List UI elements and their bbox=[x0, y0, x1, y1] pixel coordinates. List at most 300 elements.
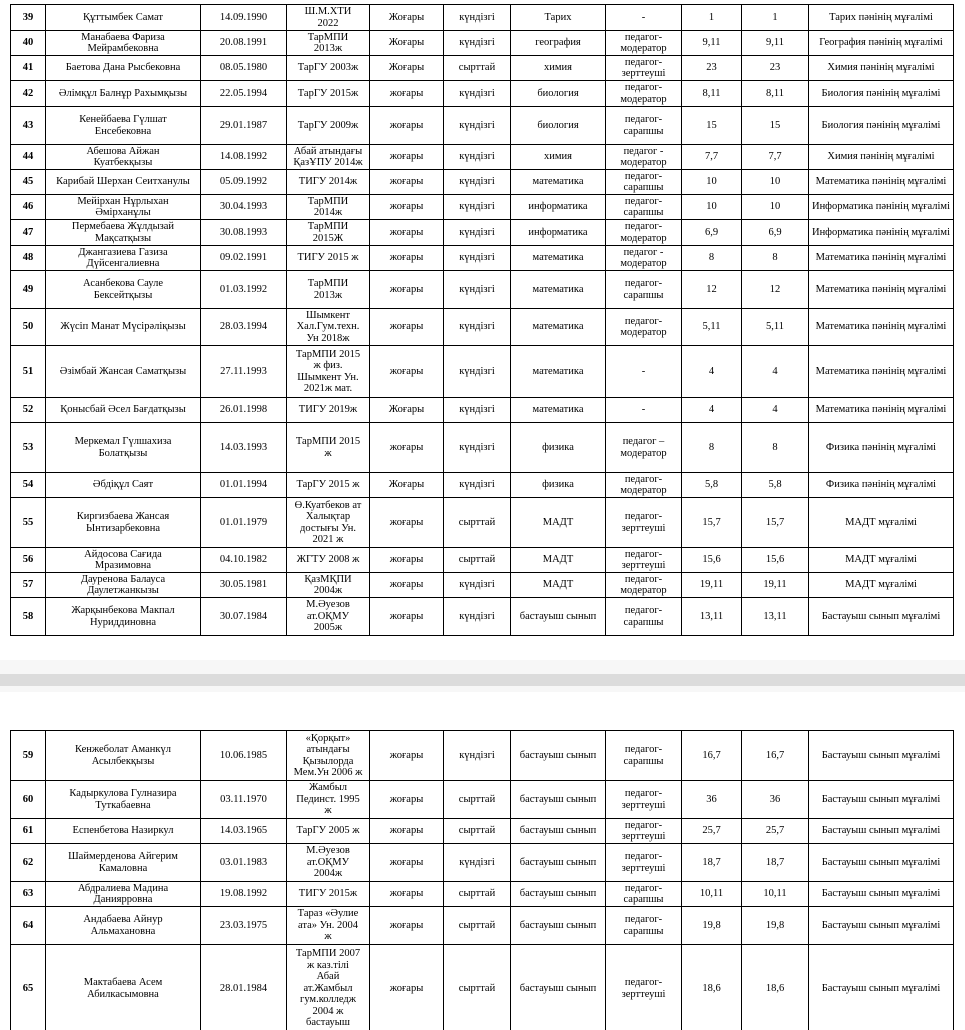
position-cell: Химия пәнінің мұғалімі bbox=[809, 145, 954, 170]
education-level-cell: жоғары bbox=[370, 819, 444, 844]
institution-cell: ТарМПИ 2013ж bbox=[287, 271, 370, 309]
row-number-cell: 54 bbox=[11, 473, 46, 498]
birth-date-cell: 14.09.1990 bbox=[201, 5, 287, 31]
teaching-experience-cell: 19,11 bbox=[742, 573, 809, 598]
education-level-cell: жоғары bbox=[370, 498, 444, 548]
subject-cell: бастауыш сынып bbox=[511, 819, 606, 844]
subject-cell: математика bbox=[511, 346, 606, 398]
subject-cell: бастауыш сынып bbox=[511, 907, 606, 945]
full-name-cell: Еспенбетова Назиркул bbox=[46, 819, 201, 844]
staff-table-body bbox=[11, 5, 954, 636]
full-name-cell: Кенжеболат Аманкүл Асылбекқызы bbox=[46, 731, 201, 781]
table-row bbox=[11, 731, 954, 781]
row-number-cell: 47 bbox=[11, 220, 46, 246]
study-form-cell: күндізгі bbox=[444, 271, 511, 309]
position-cell: География пәнінің мұғалімі bbox=[809, 31, 954, 56]
row-number-cell: 58 bbox=[11, 598, 46, 636]
full-name-cell: Андабаева Айнур Альмахановна bbox=[46, 907, 201, 945]
teaching-experience-cell: 23 bbox=[742, 56, 809, 81]
subject-cell: физика bbox=[511, 423, 606, 473]
position-cell: Тарих пәнінің мұғалімі bbox=[809, 5, 954, 31]
birth-date-cell: 14.08.1992 bbox=[201, 145, 287, 170]
total-experience-cell: 15,6 bbox=[682, 548, 742, 573]
table-row bbox=[11, 309, 954, 346]
row-number-cell: 39 bbox=[11, 5, 46, 31]
institution-cell: ТИГУ 2019ж bbox=[287, 398, 370, 423]
education-level-cell: жоғары bbox=[370, 573, 444, 598]
institution-cell: ТарМПИ 2015 ж bbox=[287, 423, 370, 473]
total-experience-cell: 7,7 bbox=[682, 145, 742, 170]
row-number-cell: 56 bbox=[11, 548, 46, 573]
institution-cell: ТарГУ 2015ж bbox=[287, 81, 370, 107]
total-experience-cell: 19,8 bbox=[682, 907, 742, 945]
institution-cell: Ш.М.ХТИ 2022 bbox=[287, 5, 370, 31]
institution-cell: Жамбыл Пединст. 1995 ж bbox=[287, 781, 370, 819]
table-row bbox=[11, 498, 954, 548]
institution-cell: М.Әуезов ат.ОҚМУ 2004ж bbox=[287, 844, 370, 882]
subject-cell: математика bbox=[511, 309, 606, 346]
table-row bbox=[11, 220, 954, 246]
table-row bbox=[11, 398, 954, 423]
row-number-cell: 51 bbox=[11, 346, 46, 398]
category-cell: педагог- модератор bbox=[606, 309, 682, 346]
education-level-cell: жоғары bbox=[370, 423, 444, 473]
category-cell: педагог- модератор bbox=[606, 81, 682, 107]
row-number-cell: 43 bbox=[11, 107, 46, 145]
education-level-cell: жоғары bbox=[370, 107, 444, 145]
study-form-cell: сырттай bbox=[444, 945, 511, 1030]
teaching-experience-cell: 5,11 bbox=[742, 309, 809, 346]
table-row bbox=[11, 598, 954, 636]
page-separator bbox=[0, 674, 965, 686]
education-level-cell: Жоғары bbox=[370, 398, 444, 423]
full-name-cell: Дауренова Балауса Даулетжанкызы bbox=[46, 573, 201, 598]
teaching-experience-cell: 36 bbox=[742, 781, 809, 819]
page-break bbox=[0, 660, 965, 692]
education-level-cell: жоғары bbox=[370, 145, 444, 170]
position-cell: Физика пәнінің мұғалімі bbox=[809, 423, 954, 473]
position-cell: Бастауыш сынып мұғалімі bbox=[809, 882, 954, 907]
total-experience-cell: 10 bbox=[682, 195, 742, 220]
total-experience-cell: 9,11 bbox=[682, 31, 742, 56]
staff-table-body bbox=[11, 731, 954, 1030]
position-cell: Бастауыш сынып мұғалімі bbox=[809, 819, 954, 844]
study-form-cell: күндізгі bbox=[444, 844, 511, 882]
table-row bbox=[11, 56, 954, 81]
institution-cell: ЖГТУ 2008 ж bbox=[287, 548, 370, 573]
full-name-cell: Мактабаева Асем Абилкасымовна bbox=[46, 945, 201, 1030]
category-cell: педагог- зерттеуші bbox=[606, 548, 682, 573]
education-level-cell: жоғары bbox=[370, 598, 444, 636]
full-name-cell: Әзімбай Жансая Саматқызы bbox=[46, 346, 201, 398]
position-cell: Бастауыш сынып мұғалімі bbox=[809, 781, 954, 819]
institution-cell: Ө.Куатбеков ат Халықтар достығы Ун. 2021 ж bbox=[287, 498, 370, 548]
row-number-cell: 59 bbox=[11, 731, 46, 781]
total-experience-cell: 16,7 bbox=[682, 731, 742, 781]
subject-cell: информатика bbox=[511, 220, 606, 246]
position-cell: Математика пәнінің мұғалімі bbox=[809, 309, 954, 346]
category-cell: педагог- сарапшы bbox=[606, 107, 682, 145]
institution-cell: ТарМПИ 2014ж bbox=[287, 195, 370, 220]
category-cell: педагог – модератор bbox=[606, 423, 682, 473]
subject-cell: география bbox=[511, 31, 606, 56]
birth-date-cell: 26.01.1998 bbox=[201, 398, 287, 423]
full-name-cell: Кадыркулова Гулназира Туткабаевна bbox=[46, 781, 201, 819]
education-level-cell: жоғары bbox=[370, 271, 444, 309]
position-cell: Математика пәнінің мұғалімі bbox=[809, 346, 954, 398]
table-row bbox=[11, 945, 954, 1030]
institution-cell: ҚазМҚПИ 2004ж bbox=[287, 573, 370, 598]
teaching-experience-cell: 10 bbox=[742, 195, 809, 220]
full-name-cell: Жүсіп Манат Мүсірәліқызы bbox=[46, 309, 201, 346]
row-number-cell: 61 bbox=[11, 819, 46, 844]
teaching-experience-cell: 8 bbox=[742, 423, 809, 473]
teaching-experience-cell: 8,11 bbox=[742, 81, 809, 107]
teaching-experience-cell: 25,7 bbox=[742, 819, 809, 844]
full-name-cell: Абешова Айжан Куатбекқызы bbox=[46, 145, 201, 170]
institution-cell: ТИГУ 2015 ж bbox=[287, 246, 370, 271]
teaching-experience-cell: 10,11 bbox=[742, 882, 809, 907]
education-level-cell: Жоғары bbox=[370, 473, 444, 498]
study-form-cell: күндізгі bbox=[444, 145, 511, 170]
study-form-cell: күндізгі bbox=[444, 5, 511, 31]
table-row bbox=[11, 246, 954, 271]
birth-date-cell: 14.03.1965 bbox=[201, 819, 287, 844]
row-number-cell: 63 bbox=[11, 882, 46, 907]
full-name-cell: Әлімқұл Балнұр Рахымқызы bbox=[46, 81, 201, 107]
category-cell: педагог- модератор bbox=[606, 573, 682, 598]
birth-date-cell: 01.01.1979 bbox=[201, 498, 287, 548]
subject-cell: биология bbox=[511, 81, 606, 107]
education-level-cell: жоғары bbox=[370, 246, 444, 271]
institution-cell: ТарМПИ 2015Ж bbox=[287, 220, 370, 246]
full-name-cell: Джангазиева Газиза Дүйсенгалиевна bbox=[46, 246, 201, 271]
total-experience-cell: 5,8 bbox=[682, 473, 742, 498]
study-form-cell: сырттай bbox=[444, 819, 511, 844]
institution-cell: ТарГУ 2003ж bbox=[287, 56, 370, 81]
full-name-cell: Кенейбаева Гүлшат Енсебековна bbox=[46, 107, 201, 145]
row-number-cell: 57 bbox=[11, 573, 46, 598]
category-cell: - bbox=[606, 346, 682, 398]
education-level-cell: жоғары bbox=[370, 548, 444, 573]
category-cell: педагог- модератор bbox=[606, 220, 682, 246]
row-number-cell: 65 bbox=[11, 945, 46, 1030]
row-number-cell: 53 bbox=[11, 423, 46, 473]
table-row bbox=[11, 819, 954, 844]
table-row bbox=[11, 548, 954, 573]
teaching-experience-cell: 18,7 bbox=[742, 844, 809, 882]
teaching-experience-cell: 12 bbox=[742, 271, 809, 309]
birth-date-cell: 03.01.1983 bbox=[201, 844, 287, 882]
total-experience-cell: 5,11 bbox=[682, 309, 742, 346]
teaching-experience-cell: 5,8 bbox=[742, 473, 809, 498]
education-level-cell: жоғары bbox=[370, 781, 444, 819]
teaching-experience-cell: 15 bbox=[742, 107, 809, 145]
institution-cell: ТИГУ 2015ж bbox=[287, 882, 370, 907]
birth-date-cell: 05.09.1992 bbox=[201, 170, 287, 195]
table-row bbox=[11, 907, 954, 945]
subject-cell: Тарих bbox=[511, 5, 606, 31]
full-name-cell: Киргизбаева Жансая Ынтизарбековна bbox=[46, 498, 201, 548]
teaching-experience-cell: 15,6 bbox=[742, 548, 809, 573]
row-number-cell: 52 bbox=[11, 398, 46, 423]
birth-date-cell: 01.03.1992 bbox=[201, 271, 287, 309]
study-form-cell: күндізгі bbox=[444, 598, 511, 636]
birth-date-cell: 20.08.1991 bbox=[201, 31, 287, 56]
birth-date-cell: 09.02.1991 bbox=[201, 246, 287, 271]
position-cell: МАДТ мұғалімі bbox=[809, 548, 954, 573]
birth-date-cell: 03.11.1970 bbox=[201, 781, 287, 819]
birth-date-cell: 29.01.1987 bbox=[201, 107, 287, 145]
study-form-cell: күндізгі bbox=[444, 398, 511, 423]
study-form-cell: күндізгі bbox=[444, 573, 511, 598]
position-cell: Биология пәнінің мұғалімі bbox=[809, 81, 954, 107]
full-name-cell: Манабаева Фариза Мейрамбековна bbox=[46, 31, 201, 56]
table-row bbox=[11, 346, 954, 398]
position-cell: Бастауыш сынып мұғалімі bbox=[809, 945, 954, 1030]
position-cell: Информатика пәнінің мұғалімі bbox=[809, 220, 954, 246]
education-level-cell: жоғары bbox=[370, 346, 444, 398]
study-form-cell: сырттай bbox=[444, 882, 511, 907]
education-level-cell: жоғары bbox=[370, 882, 444, 907]
row-number-cell: 64 bbox=[11, 907, 46, 945]
institution-cell: ТарМПИ 2013ж bbox=[287, 31, 370, 56]
row-number-cell: 45 bbox=[11, 170, 46, 195]
birth-date-cell: 08.05.1980 bbox=[201, 56, 287, 81]
subject-cell: математика bbox=[511, 246, 606, 271]
birth-date-cell: 23.03.1975 bbox=[201, 907, 287, 945]
education-level-cell: жоғары bbox=[370, 309, 444, 346]
table-row bbox=[11, 473, 954, 498]
study-form-cell: күндізгі bbox=[444, 423, 511, 473]
study-form-cell: күндізгі bbox=[444, 170, 511, 195]
subject-cell: МАДТ bbox=[511, 548, 606, 573]
row-number-cell: 42 bbox=[11, 81, 46, 107]
study-form-cell: күндізгі bbox=[444, 31, 511, 56]
subject-cell: физика bbox=[511, 473, 606, 498]
full-name-cell: Мейірхан Нұрлыхан Әмірханұлы bbox=[46, 195, 201, 220]
category-cell: педагог- зерттеуші bbox=[606, 945, 682, 1030]
row-number-cell: 48 bbox=[11, 246, 46, 271]
teaching-experience-cell: 18,6 bbox=[742, 945, 809, 1030]
category-cell: педагог- зерттеуші bbox=[606, 56, 682, 81]
full-name-cell: Әбдіқұл Саят bbox=[46, 473, 201, 498]
subject-cell: биология bbox=[511, 107, 606, 145]
teaching-experience-cell: 6,9 bbox=[742, 220, 809, 246]
birth-date-cell: 30.08.1993 bbox=[201, 220, 287, 246]
education-level-cell: жоғары bbox=[370, 907, 444, 945]
birth-date-cell: 19.08.1992 bbox=[201, 882, 287, 907]
study-form-cell: күндізгі bbox=[444, 731, 511, 781]
category-cell: педагог - модератор bbox=[606, 246, 682, 271]
teaching-experience-cell: 4 bbox=[742, 346, 809, 398]
institution-cell: ТарГУ 2005 ж bbox=[287, 819, 370, 844]
total-experience-cell: 12 bbox=[682, 271, 742, 309]
education-level-cell: Жоғары bbox=[370, 31, 444, 56]
full-name-cell: Құттымбек Самат bbox=[46, 5, 201, 31]
full-name-cell: Қонысбай Әсел Бағдатқызы bbox=[46, 398, 201, 423]
table-row bbox=[11, 5, 954, 31]
position-cell: МАДТ мұғалімі bbox=[809, 498, 954, 548]
staff-table-page-1 bbox=[10, 4, 954, 636]
subject-cell: информатика bbox=[511, 195, 606, 220]
study-form-cell: күндізгі bbox=[444, 246, 511, 271]
table-row bbox=[11, 81, 954, 107]
category-cell: педагог- сарапшы bbox=[606, 598, 682, 636]
teaching-experience-cell: 15,7 bbox=[742, 498, 809, 548]
study-form-cell: күндізгі bbox=[444, 473, 511, 498]
row-number-cell: 40 bbox=[11, 31, 46, 56]
birth-date-cell: 22.05.1994 bbox=[201, 81, 287, 107]
full-name-cell: Карибай Шерхан Сеитханулы bbox=[46, 170, 201, 195]
study-form-cell: сырттай bbox=[444, 56, 511, 81]
table-row bbox=[11, 195, 954, 220]
row-number-cell: 41 bbox=[11, 56, 46, 81]
institution-cell: ТарМПИ 2015 ж физ. Шымкент Ун. 2021ж мат. bbox=[287, 346, 370, 398]
total-experience-cell: 8 bbox=[682, 246, 742, 271]
study-form-cell: сырттай bbox=[444, 548, 511, 573]
institution-cell: ТарГУ 2009ж bbox=[287, 107, 370, 145]
study-form-cell: сырттай bbox=[444, 907, 511, 945]
full-name-cell: Асанбекова Сауле Бексейтқызы bbox=[46, 271, 201, 309]
institution-cell: Шымкент Хал.Гум.техн. Ун 2018ж bbox=[287, 309, 370, 346]
education-level-cell: жоғары bbox=[370, 170, 444, 195]
education-level-cell: жоғары bbox=[370, 195, 444, 220]
subject-cell: бастауыш сынып bbox=[511, 882, 606, 907]
birth-date-cell: 30.07.1984 bbox=[201, 598, 287, 636]
teaching-experience-cell: 1 bbox=[742, 5, 809, 31]
study-form-cell: сырттай bbox=[444, 498, 511, 548]
subject-cell: математика bbox=[511, 398, 606, 423]
table-row bbox=[11, 107, 954, 145]
study-form-cell: күндізгі bbox=[444, 107, 511, 145]
birth-date-cell: 28.01.1984 bbox=[201, 945, 287, 1030]
birth-date-cell: 27.11.1993 bbox=[201, 346, 287, 398]
total-experience-cell: 8 bbox=[682, 423, 742, 473]
position-cell: Бастауыш сынып мұғалімі bbox=[809, 598, 954, 636]
total-experience-cell: 10,11 bbox=[682, 882, 742, 907]
total-experience-cell: 19,11 bbox=[682, 573, 742, 598]
birth-date-cell: 30.04.1993 bbox=[201, 195, 287, 220]
total-experience-cell: 8,11 bbox=[682, 81, 742, 107]
study-form-cell: күндізгі bbox=[444, 346, 511, 398]
total-experience-cell: 13,11 bbox=[682, 598, 742, 636]
category-cell: - bbox=[606, 5, 682, 31]
total-experience-cell: 4 bbox=[682, 346, 742, 398]
teaching-experience-cell: 8 bbox=[742, 246, 809, 271]
subject-cell: бастауыш сынып bbox=[511, 945, 606, 1030]
total-experience-cell: 6,9 bbox=[682, 220, 742, 246]
position-cell: Химия пәнінің мұғалімі bbox=[809, 56, 954, 81]
total-experience-cell: 4 bbox=[682, 398, 742, 423]
category-cell: педагог- модератор bbox=[606, 31, 682, 56]
category-cell: педагог- модератор bbox=[606, 473, 682, 498]
education-level-cell: жоғары bbox=[370, 81, 444, 107]
row-number-cell: 62 bbox=[11, 844, 46, 882]
education-level-cell: жоғары bbox=[370, 731, 444, 781]
table-row bbox=[11, 882, 954, 907]
row-number-cell: 44 bbox=[11, 145, 46, 170]
subject-cell: МАДТ bbox=[511, 573, 606, 598]
position-cell: Физика пәнінің мұғалімі bbox=[809, 473, 954, 498]
study-form-cell: сырттай bbox=[444, 781, 511, 819]
category-cell: педагог- зерттеуші bbox=[606, 844, 682, 882]
teaching-experience-cell: 19,8 bbox=[742, 907, 809, 945]
position-cell: Бастауыш сынып мұғалімі bbox=[809, 907, 954, 945]
education-level-cell: жоғары bbox=[370, 220, 444, 246]
subject-cell: химия bbox=[511, 145, 606, 170]
position-cell: Биология пәнінің мұғалімі bbox=[809, 107, 954, 145]
study-form-cell: күндізгі bbox=[444, 309, 511, 346]
position-cell: Бастауыш сынып мұғалімі bbox=[809, 731, 954, 781]
full-name-cell: Шаймерденова Айгерим Камаловна bbox=[46, 844, 201, 882]
full-name-cell: Баетова Дана Рысбековна bbox=[46, 56, 201, 81]
full-name-cell: Меркемал Гүлшахиза Болатқызы bbox=[46, 423, 201, 473]
category-cell: педагог- зерттеуші bbox=[606, 498, 682, 548]
teaching-experience-cell: 4 bbox=[742, 398, 809, 423]
category-cell: педагог- зерттеуші bbox=[606, 819, 682, 844]
birth-date-cell: 14.03.1993 bbox=[201, 423, 287, 473]
full-name-cell: Жарқынбекова Макпал Нуриддиновна bbox=[46, 598, 201, 636]
table-row bbox=[11, 31, 954, 56]
total-experience-cell: 18,6 bbox=[682, 945, 742, 1030]
birth-date-cell: 10.06.1985 bbox=[201, 731, 287, 781]
total-experience-cell: 18,7 bbox=[682, 844, 742, 882]
table-row bbox=[11, 573, 954, 598]
table-row bbox=[11, 844, 954, 882]
birth-date-cell: 28.03.1994 bbox=[201, 309, 287, 346]
total-experience-cell: 36 bbox=[682, 781, 742, 819]
position-cell: Информатика пәнінің мұғалімі bbox=[809, 195, 954, 220]
table-row bbox=[11, 423, 954, 473]
table-row bbox=[11, 781, 954, 819]
row-number-cell: 50 bbox=[11, 309, 46, 346]
subject-cell: бастауыш сынып bbox=[511, 844, 606, 882]
subject-cell: бастауыш сынып bbox=[511, 598, 606, 636]
institution-cell: М.Әуезов ат.ОҚМУ 2005ж bbox=[287, 598, 370, 636]
education-level-cell: Жоғары bbox=[370, 5, 444, 31]
subject-cell: математика bbox=[511, 271, 606, 309]
institution-cell: Абай атындағы ҚазҰПУ 2014ж bbox=[287, 145, 370, 170]
education-level-cell: Жоғары bbox=[370, 56, 444, 81]
table-row bbox=[11, 170, 954, 195]
institution-cell: Тараз «Әулие ата» Ун. 2004 ж bbox=[287, 907, 370, 945]
row-number-cell: 60 bbox=[11, 781, 46, 819]
total-experience-cell: 23 bbox=[682, 56, 742, 81]
education-level-cell: жоғары bbox=[370, 844, 444, 882]
category-cell: педагог- сарапшы bbox=[606, 195, 682, 220]
total-experience-cell: 15,7 bbox=[682, 498, 742, 548]
row-number-cell: 46 bbox=[11, 195, 46, 220]
subject-cell: бастауыш сынып bbox=[511, 731, 606, 781]
table-row bbox=[11, 271, 954, 309]
category-cell: педагог - модератор bbox=[606, 145, 682, 170]
full-name-cell: Абдралиева Мадина Даниярровна bbox=[46, 882, 201, 907]
institution-cell: ТарГУ 2015 ж bbox=[287, 473, 370, 498]
category-cell: педагог- сарапшы bbox=[606, 882, 682, 907]
institution-cell: ТИГУ 2014ж bbox=[287, 170, 370, 195]
study-form-cell: күндізгі bbox=[444, 81, 511, 107]
total-experience-cell: 1 bbox=[682, 5, 742, 31]
full-name-cell: Айдосова Сағида Мразимовна bbox=[46, 548, 201, 573]
subject-cell: бастауыш сынып bbox=[511, 781, 606, 819]
birth-date-cell: 04.10.1982 bbox=[201, 548, 287, 573]
position-cell: Математика пәнінің мұғалімі bbox=[809, 398, 954, 423]
total-experience-cell: 25,7 bbox=[682, 819, 742, 844]
category-cell: педагог- сарапшы bbox=[606, 170, 682, 195]
row-number-cell: 55 bbox=[11, 498, 46, 548]
position-cell: МАДТ мұғалімі bbox=[809, 573, 954, 598]
